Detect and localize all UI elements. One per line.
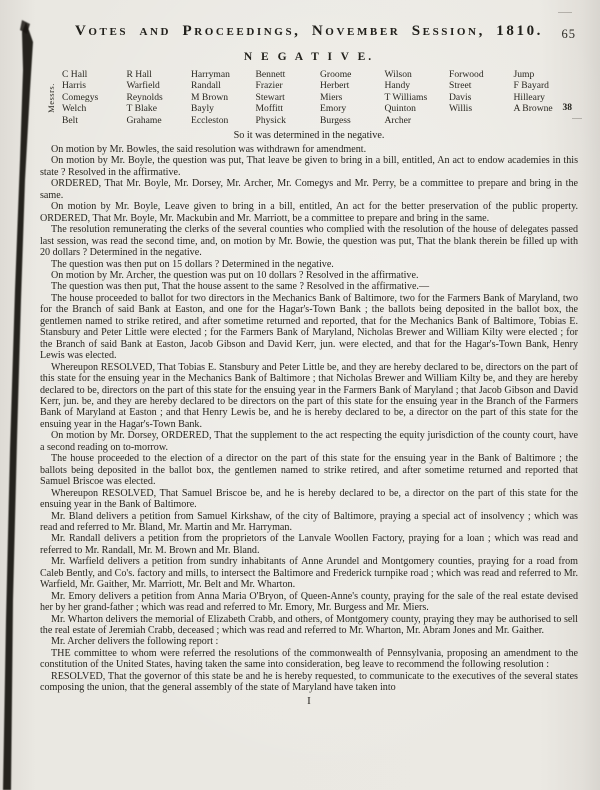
voter-name: Harris bbox=[62, 80, 86, 92]
proceedings-paragraph: Mr. Archer delivers the following report : bbox=[51, 636, 219, 648]
voter-name: Frazier bbox=[255, 80, 283, 92]
proceedings-paragraph: On motion by Mr. Dorsey, ORDERED, That the supplement to the act respecting the equity jurisdiction of the county court, have a second reading on to-morrow. bbox=[40, 430, 578, 453]
proceedings-paragraph: On motion by Mr. Bowles, the said resolution was withdrawn for amendment. bbox=[51, 144, 367, 155]
voter-name: M Brown bbox=[191, 91, 229, 103]
proceedings-paragraph: The question was then put, That the house assent to the same ? Resolved in the affirmative.— bbox=[51, 281, 430, 293]
voter-name: Miers bbox=[320, 91, 343, 103]
proceedings-paragraph: On motion by Mr. Boyle, Leave given to bring in a bill, entitled, An act for the better preservation of the public property. ORDERED, That Mr. Boyle, Mr. Mackubin and Mr. Marriott, be a committee to prepare and bring in the same. bbox=[40, 201, 578, 224]
proceedings-paragraph: Mr. Wharton delivers the memorial of Elizabeth Crabb, and others, of Montgomery county, praying they may be authorised to sell the real estate of Jeremiah Crabb, deceased ; which was read and referred to Mr. Wharton, Mr. Abram Jones and Mr. Gaither. bbox=[40, 613, 578, 637]
voter-name: Physick bbox=[255, 114, 286, 126]
voter-name: Herbert bbox=[320, 80, 350, 92]
voter-name: Comegys bbox=[62, 91, 99, 103]
voter-name: Harryman bbox=[191, 69, 230, 80]
negative-column bbox=[62, 69, 127, 126]
voter-name: Welch bbox=[62, 103, 87, 115]
proceedings-paragraph: Mr. Emory delivers a petition from Anna Maria O'Bryon, of Queen-Anne's county, praying for the sale of the real estate devised her by her grand-father ; which was read and referred to Mr. Emory, Mr. Burgess and Mr. Miers. bbox=[40, 590, 578, 614]
voter-name: R Hall bbox=[126, 69, 152, 80]
voter-name: Emory bbox=[320, 103, 347, 115]
determination-line: So it was determined in the negative. bbox=[233, 130, 385, 141]
proceedings-paragraph: ORDERED, That Mr. Boyle, Mr. Dorsey, Mr. Archer, Mr. Comegys and Mr. Perry, be a committee to prepare and bring in the same. bbox=[40, 178, 578, 201]
voter-name: Belt bbox=[62, 114, 78, 126]
catchword: I bbox=[307, 694, 311, 707]
voter-name: Warfield bbox=[126, 80, 160, 92]
voter-name: Moffitt bbox=[255, 103, 284, 115]
proceedings-paragraph: RESOLVED, That the governor of this state be and he is hereby requested, to communicate to the executives of the several states composing the union, that the general assembly of the state of Maryland have taken into bbox=[40, 670, 578, 694]
voter-name: Handy bbox=[384, 80, 411, 92]
voter-name: Davis bbox=[449, 91, 472, 103]
proceedings-paragraph: Mr. Bland delivers a petition from Samuel Kirkshaw, of the city of Baltimore, praying a special act of insolvency ; which was read and referred to Mr. Bland, Mr. Martin and Mr. Harryman. bbox=[40, 510, 578, 533]
messrs-label: Messrs. bbox=[45, 83, 56, 113]
negative-vote-count: 38 bbox=[562, 103, 572, 114]
negative-column bbox=[127, 69, 192, 126]
proceedings-paragraph: The house proceeded to ballot for two directors in the Mechanics Bank of Baltimore, two for the Farmers Bank of Maryland, two for the Branch of said Bank at Easton, and one for the Hagar's-Town Bank ; the ballots being deposited in the ballot box, the gentlemen named to strike retired, and after sometime returned and reported, that for the Mechanics Bank of Baltimore, Tobias E. Stansbury and Peter Little were elected ; for the Farmers Bank of Maryland, Nicholas Brewer and William Kilty were elected ; for the Branch of said Bank at Easton, Jacob Gibson and David Kerr, jun. were elected, and that for the Hagar's-Town Bank, Henry Lewis was elected. bbox=[40, 292, 578, 362]
voter-name: Wilson bbox=[384, 69, 412, 80]
proceedings-paragraph: On motion by Mr. Archer, the question was put on 10 dollars ? Resolved in the affirmative. bbox=[51, 269, 419, 281]
voter-name: Quinton bbox=[384, 103, 416, 115]
proceedings-paragraph: The resolution remunerating the clerks of the several counties who complied with the resolution of the house of delegates passed last session, was read the second time, and, on motion by Mr. Bowie, the question was put, That the blank therein be filled up with 20 dollars ? Determined in the negative. bbox=[40, 224, 578, 259]
proceedings-paragraph: On motion by Mr. Boyle, the question was put, That leave be given to bring in a bill, entitled, An act to endow academies in this state ? Resolved in the affirmative. bbox=[40, 155, 578, 178]
negative-column bbox=[385, 69, 450, 126]
proceedings-paragraph: The question was then put on 15 dollars ? Determined in the negative. bbox=[51, 258, 334, 270]
voter-name: Eccleston bbox=[191, 114, 229, 126]
page-number: 65 bbox=[561, 27, 576, 41]
voter-name: C Hall bbox=[62, 69, 88, 80]
voter-name: Reynolds bbox=[126, 91, 163, 103]
page-title: Votes and Proceedings, November Session, 1810. bbox=[74, 23, 544, 39]
voter-name: A Browne bbox=[513, 103, 553, 115]
voter-name: Randall bbox=[191, 80, 221, 92]
negative-column bbox=[320, 69, 385, 126]
negative-column bbox=[256, 69, 321, 126]
negative-column bbox=[449, 69, 514, 126]
voter-name: Groome bbox=[320, 69, 352, 80]
voter-name: Willis bbox=[449, 103, 473, 115]
proceedings-paragraph: Whereupon RESOLVED, That Samuel Briscoe be, and he is hereby declared to be, a director on the part of this state for the ensuing year in the Bank of Baltimore. bbox=[40, 487, 578, 511]
proceedings-paragraph: Mr. Warfield delivers a petition from sundry inhabitants of Anne Arundel and Montgomery counties, praying for a road from Caleb Bently, and Co's. factory and mills, to intersect the Baltimore and Frederick turnpike road ; which was read and referred to Mr. Warfield, Mr. Gaither, Mr. Marriott, Mr. Belt and Mr. Wharton. bbox=[40, 556, 578, 591]
negative-columns bbox=[62, 69, 578, 126]
proceedings-body bbox=[40, 144, 578, 694]
voter-name: Grahame bbox=[126, 114, 162, 126]
voter-name: F Bayard bbox=[513, 80, 549, 92]
proceedings-paragraph: Mr. Randall delivers a petition from the proprietors of the Lanvale Woollen Factory, praying for a loan ; which was read and referred to Mr. Randall, Mr. M. Brown and Mr. Bland. bbox=[40, 533, 578, 556]
voter-name: Hilleary bbox=[513, 91, 545, 103]
proceedings-paragraph: Whereupon RESOLVED, That Tobias E. Stansbury and Peter Little be, and they are hereby declared to be, directors on the part of this state for the ensuing year in the Mechanics Bank of Baltimore ; that Nicholas Brewer and William Kilty be, and they are hereby declared to be, directors on the part of this state for the ensuing year in the Farmers Bank of Maryland ; that Jacob Gibson and David Kerr, jun. be, and they are hereby declared to be directors on the part of this state for the ensuing year in the Branch of the Farmers Bank of Maryland at Easton ; and that Henry Lewis be, and he is hereby declared to be, a director on the part of this state for the ensuing year in the Hagar's-Town Bank. bbox=[40, 361, 578, 430]
voter-name: T Blake bbox=[126, 103, 157, 115]
negative-column bbox=[191, 69, 256, 126]
voter-name: Street bbox=[449, 80, 472, 92]
proceedings-paragraph: The house proceeded to the election of a director on the part of this state for the ensuing year in the Bank of Baltimore ; the ballots being deposited in the ballot box, the gentlemen named to strike retired, and after sometime returned and reported that Samuel Briscoe was elected. bbox=[40, 453, 578, 488]
voter-name: Bennett bbox=[255, 69, 286, 80]
voter-name: Bayly bbox=[191, 103, 214, 115]
scan-artifact bbox=[558, 12, 572, 13]
voter-name: Burgess bbox=[320, 114, 351, 126]
page-header bbox=[40, 22, 578, 46]
voter-name: T Williams bbox=[384, 91, 428, 103]
voter-name: Jump bbox=[513, 69, 535, 80]
voter-name: Archer bbox=[384, 114, 412, 126]
negative-section-heading: N E G A T I V E. bbox=[243, 51, 375, 63]
voter-name: Forwood bbox=[449, 69, 484, 80]
voter-name: Stewart bbox=[255, 91, 285, 103]
negative-column bbox=[514, 69, 579, 126]
proceedings-paragraph: THE committee to whom were referred the resolutions of the commonwealth of Pennsylvania, proposing an amendment to the constitution of the United States, having taken the same into consideration, beg leave to recommend the following resolution : bbox=[40, 647, 578, 671]
negative-vote-table bbox=[40, 69, 578, 127]
